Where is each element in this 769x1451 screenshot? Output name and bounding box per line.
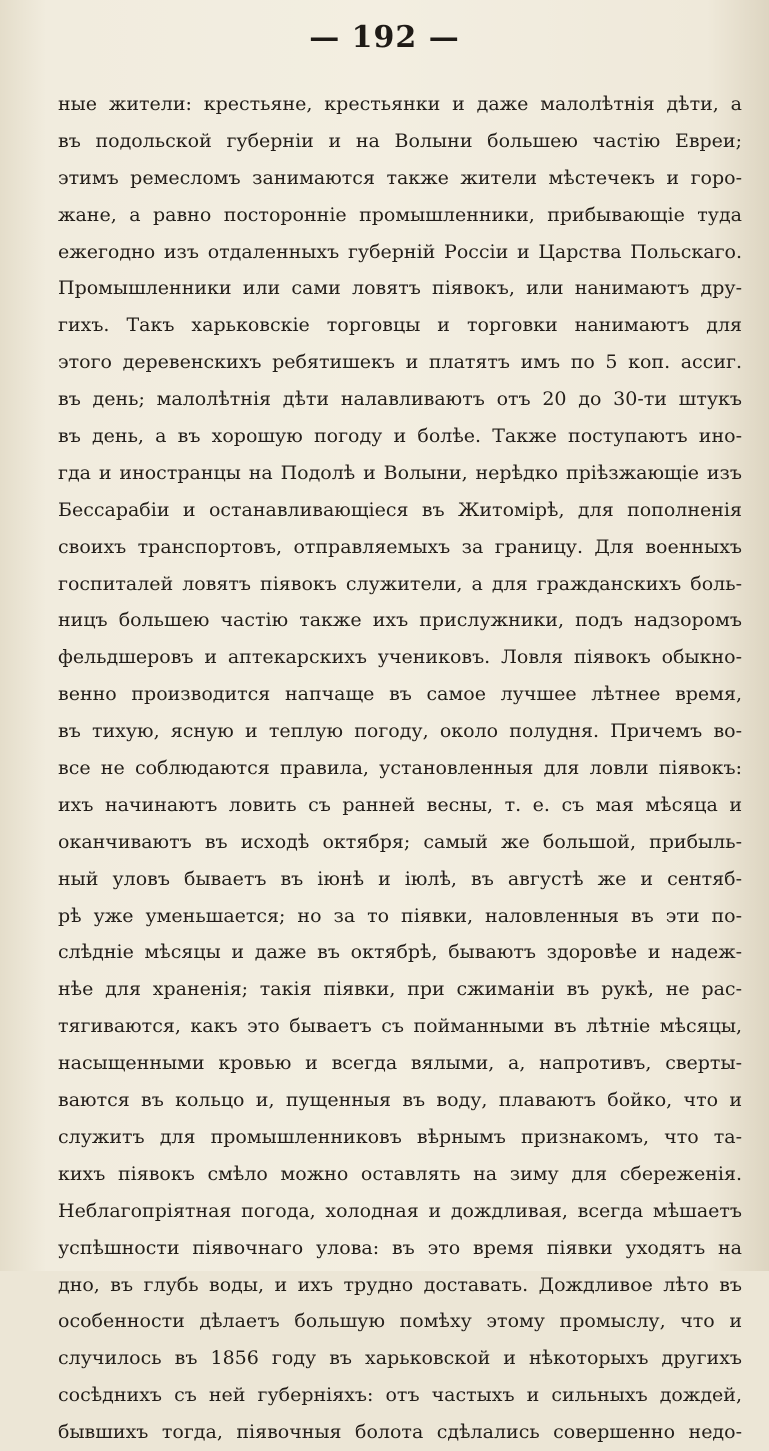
text-line: гда и иностранцы на Подолѣ и Волыни, нерѣдко пріѣзжающіе изъ — [58, 461, 742, 484]
text-line: гихъ. Такъ харьковскіе торговцы и торговки нанимаютъ для — [58, 314, 742, 337]
text-line: кихъ піявокъ смѣло можно оставлять на зиму для сбереженія. — [58, 1162, 742, 1185]
text-line: жане, а равно посторонніе промышленники, прибывающіе туда — [58, 203, 742, 226]
body-text — [58, 86, 742, 1451]
text-line: въ тихую, ясную и теплую погоду, около полудня. Причемъ во- — [58, 720, 742, 743]
text-line: Неблагопріятная погода, холодная и дождливая, всегда мѣшаетъ — [58, 1199, 742, 1222]
text-line: ницъ большею частію также ихъ прислужники, подъ надзоромъ — [58, 609, 742, 632]
text-line: случилось въ 1856 году въ харьковской и нѣкоторыхъ другихъ — [58, 1347, 742, 1370]
text-line: успѣшности піявочнаго улова: въ это время піявки уходятъ на — [58, 1236, 742, 1259]
page-number: — 192 — — [309, 20, 460, 55]
text-line: ный уловъ бываетъ въ іюнѣ и іюлѣ, въ августѣ же и сентяб- — [58, 867, 742, 890]
text-line: Бессарабіи и останавливающіеся въ Житомірѣ, для пополненія — [58, 498, 742, 521]
text-line: нѣе для храненія; такія піявки, при сжиманіи въ рукѣ, не рас- — [58, 978, 742, 1001]
text-line: рѣ уже уменьшается; но за то піявки, наловленныя въ эти по- — [58, 904, 742, 927]
text-line: слѣдніе мѣсяцы и даже въ октябрѣ, бываютъ здоровѣе и надеж- — [58, 941, 742, 964]
text-line: ежегодно изъ отдаленныхъ губерній Россіи и Царства Польскаго. — [58, 240, 742, 263]
text-line: служитъ для промышленниковъ вѣрнымъ признакомъ, что та- — [58, 1125, 742, 1148]
text-line: въ день, а въ хорошую погоду и болѣе. Также поступаютъ ино- — [58, 425, 742, 448]
text-line: венно производится напчаще въ самое лучшее лѣтнее время, — [58, 683, 742, 706]
text-line: особенности дѣлаетъ большую помѣху этому промыслу, что и — [58, 1310, 742, 1333]
text-line: этого деревенскихъ ребятишекъ и платятъ имъ по 5 коп. ассиг. — [58, 351, 742, 374]
text-line: Промышленники или сами ловятъ піявокъ, или нанимаютъ дру- — [58, 277, 742, 300]
text-line: госпиталей ловятъ піявокъ служители, а для гражданскихъ боль- — [58, 572, 742, 595]
text-line: въ подольской губерніи и на Волыни большею частію Евреи; — [58, 129, 742, 152]
text-line: тягиваются, какъ это бываетъ съ пойманными въ лѣтніе мѣсяцы, — [58, 1015, 742, 1038]
text-line: насыщенными кровью и всегда вялыми, а, напротивъ, сверты- — [58, 1052, 742, 1075]
text-line: ихъ начинаютъ ловить съ ранней весны, т. е. съ мая мѣсяца и — [58, 793, 742, 816]
text-line: сосѣднихъ съ ней губерніяхъ: отъ частыхъ и сильныхъ дождей, — [58, 1384, 742, 1407]
text-line: фельдшеровъ и аптекарскихъ учениковъ. Ловля піявокъ обыкно- — [58, 646, 742, 669]
text-line: своихъ транспортовъ, отправляемыхъ за границу. Для военныхъ — [58, 535, 742, 558]
text-line: въ день; малолѣтнія дѣти налавливаютъ отъ 20 до 30-ти штукъ — [58, 388, 742, 411]
text-line: дно, въ глубь воды, и ихъ трудно доставать. Дождливое лѣто въ — [58, 1273, 742, 1296]
text-line: ваются въ кольцо и, пущенныя въ воду, плаваютъ бойко, что и — [58, 1089, 742, 1112]
text-line: бывшихъ тогда, піявочныя болота сдѣлались совершенно недо- — [58, 1421, 742, 1444]
text-line: ные жители: крестьяне, крестьянки и даже малолѣтнія дѣти, а — [58, 93, 742, 115]
text-line: оканчиваютъ въ исходѣ октября; самый же большой, прибыль- — [58, 830, 742, 853]
text-line: этимъ ремесломъ занимаются также жители мѣстечекъ и горо- — [58, 166, 742, 189]
text-line: все не соблюдаются правила, установленныя для ловли піявокъ: — [58, 757, 742, 780]
